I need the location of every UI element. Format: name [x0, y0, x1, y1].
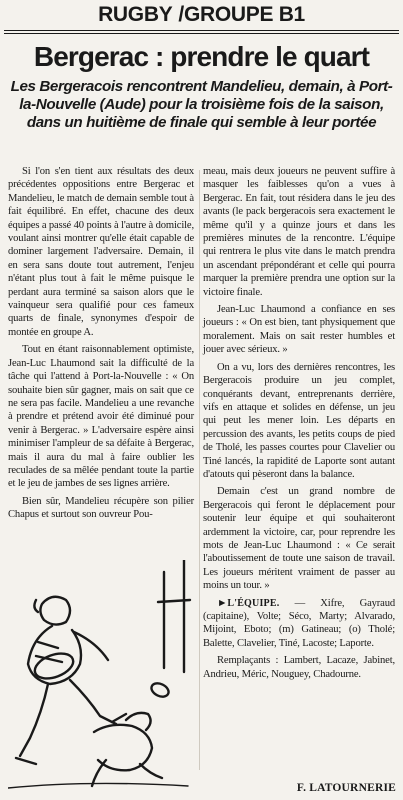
section-group: /GROUPE B1 — [178, 3, 305, 26]
substitutes: Remplaçants : Lambert, Lacaze, Jabinet, Andrieu, Méric, Nouguey, Chadourne. — [203, 655, 395, 680]
paragraph: On a vu, lors des dernières rencontres, les Bergeracois produire un jeu complet, conquérants devant, entreprenants derrière, vifs en attaque et solides en défense, un jeu qui peut les mener loin. Les départs en percussion des avants, les petits coups de pied de Tholé, les passes courtes pour Clavelier ou Tiné lancés, la rapidité de Laporte sont autant d'atouts qui pèseront dans la balance. — [203, 361, 395, 480]
header-rule — [4, 30, 399, 31]
column-divider — [199, 170, 200, 770]
body-column-left — [8, 165, 194, 526]
section-header — [0, 2, 403, 28]
byline: F. LATOURNERIE — [296, 782, 396, 794]
section-name: RUGBY — [98, 3, 173, 26]
header-rule-2 — [4, 33, 399, 34]
body-column-right — [203, 165, 395, 685]
team-label: L'ÉQUIPE. — [227, 597, 280, 609]
team-text: — Xifre, Gayraud (capitaine), Volte; Séco, Marty; Alvarado, Mijoint, Eboto; (m) Gatineau; (o) Tholé; Balette, Clavelier, Tiné, Lacoste; Laporte. — [203, 597, 395, 649]
paragraph: Bien sûr, Mandelieu récupère son pilier Chapus et surtout son ouvreur Pou- — [8, 495, 194, 521]
headline: Bergerac : prendre le quart — [33, 41, 370, 72]
paragraph: Tout en étant raisonnablement optimiste, Jean-Luc Lhaumond sait la difficulté de la tâche qui l'attend à Port-la-Nouvelle : « On souhaite bien sûr gagner, mais on sait que ce ne sera pas facile. Mandelieu a une revanche à prendre et prétend avoir été diminué pour venir à Bergerac. » L'adversaire espère ainsi minimiser l'ampleur de sa défaite à Bergerac, mais il aura du mal à faire oublier les reculades de sa mêlée pendant toute la partie et le jeu de jambes de ses lignes arrière. — [8, 344, 194, 490]
arrow-icon: ► — [217, 597, 228, 609]
paragraph: Si l'on s'en tient aux résultats des deux précédentes oppositions entre Bergerac et Mandelieu, le match de demain semble tout à fait équilibré. En effet, chacune des deux équipes a passé 40 points à l'autre à domicile, voulant ainsi montrer qu'elle était capable de dominer largement l'adversaire. Demain, il en sera sans doute tout autrement, l'enjeu n'étant plus tout à fait le même puisque le perdant aura terminé sa saison alors que le vainqueur sera qualifié pour ces fameux quarts de finale, synonymes d'espoir de montée en groupe A. — [8, 166, 194, 338]
team-lineup — [203, 597, 395, 651]
paragraph: Jean-Luc Lhaumond a confiance en ses joueurs : « On est bien, tant physiquement que moralement. Mais on sait rester humbles et jouer avec sérieux. » — [203, 304, 395, 356]
paragraph: Demain c'est un grand nombre de Bergeracois qui feront le déplacement pour soutenir leur équipe et qui souhaiteront ardemment la victoire, car, pour reprendre les mots de Jean-Luc Lhaumond : « Ce serait l'aboutissement de toute une saison de travail. Les joueurs méritent vraiment de passer au moins un tour. » — [203, 486, 395, 592]
deck: Les Bergeracois rencontrent Mandelieu, demain, à Port-la-Nouvelle (Aude) pour la troisième fois de la saison, dans un huitième de finale qui semble à leur portée — [10, 78, 393, 132]
paragraph: meau, mais deux joueurs ne peuvent suffire à masquer les faiblesses qu'on a vues à Bergerac. En fait, tout résidera dans le jeu des avants (le pack bergeracois sera exactement le même qu'il y a quinze jours et dans les premières minutes de la rencontre. L'équipe qui rentrera le plus vite dans le match prendra un ascendant prépondérant et celle qui pourra marquer la première prendra une option sur la victoire finale. — [203, 166, 395, 298]
rugby-player-illustration — [8, 560, 198, 795]
